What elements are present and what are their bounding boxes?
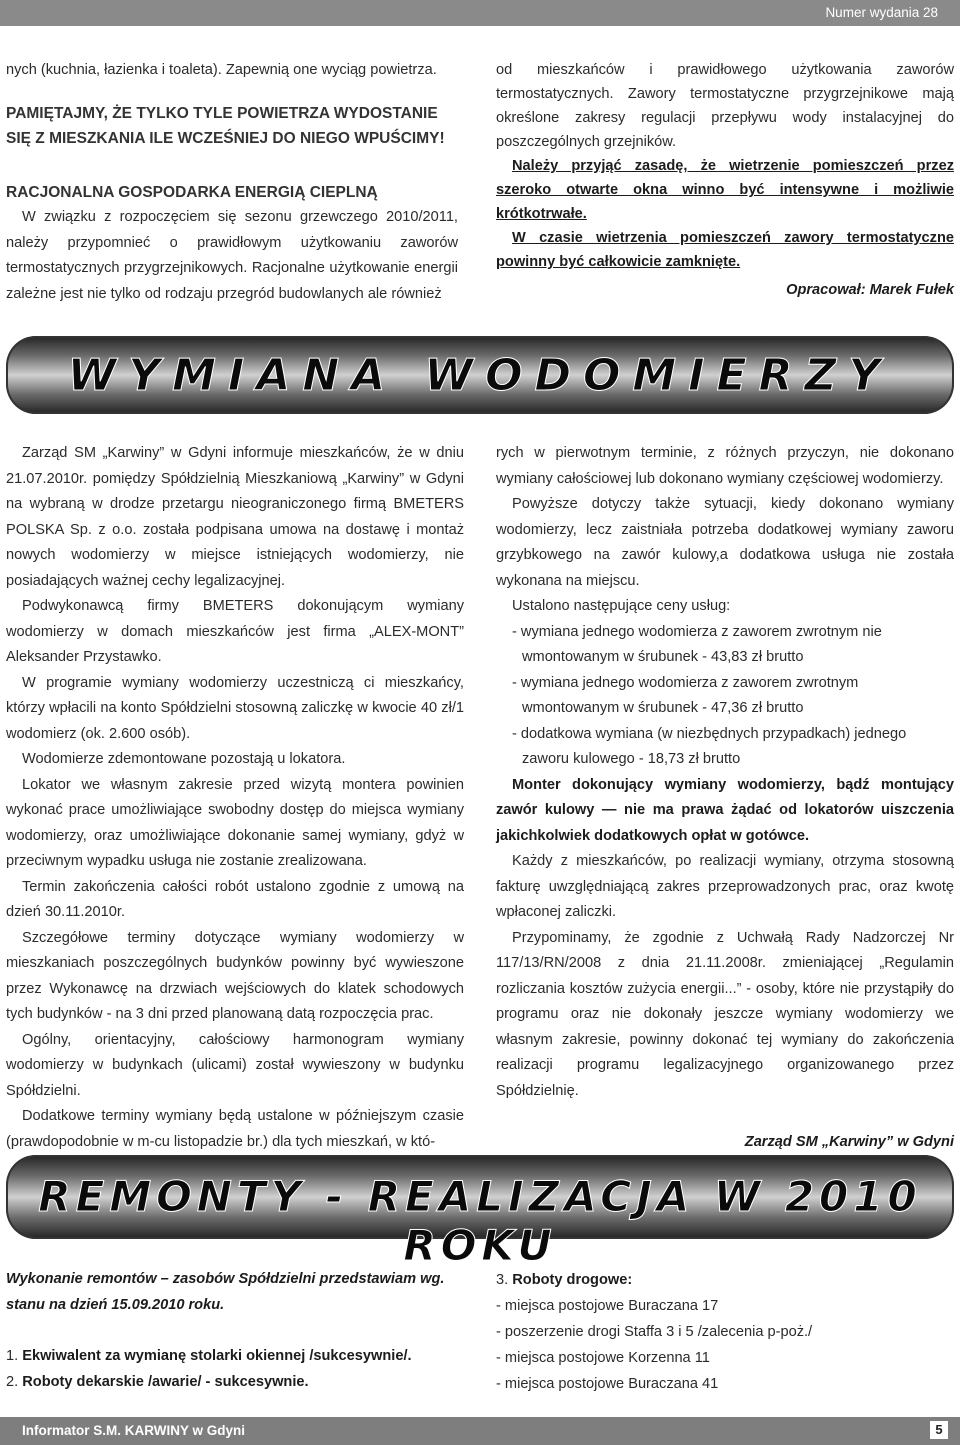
item-number: 2. xyxy=(6,1373,19,1390)
intro-paragraph: nych (kuchnia, łazienka i toaleta). Zapewnią one wyciąg powietrza. xyxy=(6,62,437,78)
no-cash-notice: Monter dokonujący wymiany wodomierzy, bądź montujący zawór kulowy — nie ma prawa żądać od lokatorów uiszczenia jakichkolwiek dodatkowych opłat w gotówce. xyxy=(496,776,954,844)
article-paragraph: Podwykonawcą firmy BMETERS dokonującym wymiany wodomierzy w domach mieszkańców jest firma „ALEX-MONT” Aleksander Przystawko. xyxy=(6,598,464,665)
section-heading: RACJONALNA GOSPODARKA ENERGIĄ CIEPLNĄ xyxy=(6,183,378,201)
item-label: Roboty dekarskie /awarie/ - sukcesywnie. xyxy=(22,1373,309,1390)
article-left-column xyxy=(6,441,464,1155)
board-signature: Zarząd SM „Karwiny” w Gdyni xyxy=(744,1134,954,1150)
banner-title: REMONTY - REALIZACJA W 2010 ROKU xyxy=(38,1172,922,1270)
item-label: Ekwiwalent za wymianę stolarki okiennej /sukcesywnie/. xyxy=(22,1348,412,1364)
article-paragraph: Przypominamy, że zgodnie z Uchwałą Rady Nadzorczej Nr 117/13/RN/2008 z dnia 21.11.2008r. zmieniającej „Regulamin rozliczania kosztów zużycia energii...” - osoby, które nie przystąpiły do programu oraz nie dokonały jeszcze wymiany wodomierzy we własnym zakresie, powinny dokonać tej wymiany do zakończenia realizacji programu legalizacyjnego organizowanego przez Spółdzielnię. xyxy=(496,929,954,1099)
article-paragraph: Powyższe dotyczy także sytuacji, kiedy dokonano wymiany wodomierzy, lecz zaistniała potrzeba dodatkowej wymiany zaworu grzybkowego na zawór kulowy,a dodatkowa usługa nie została wykonana na miejscu. xyxy=(496,496,954,589)
article-paragraph: Każdy z mieszkańców, po realizacji wymiany, otrzyma stosowną fakturę uwzględniającą zakres przeprowadzonych prac, oraz kwotę wpłaconej zaliczki. xyxy=(496,853,954,920)
article-paragraph: Lokator we własnym zakresie przed wizytą montera powinien wykonać prace umożliwiające swobodny dostęp do miejsca wymiany wodomierzy, oraz umożliwiające dokonanie samej wymiany, gdyż w przeciwnym wypadku usługa nie zostanie zrealizowana. xyxy=(6,776,464,869)
top-bar xyxy=(0,0,960,26)
author-signature: Opracował: Marek Fułek xyxy=(786,282,954,298)
valves-closed-rule: W czasie wietrzenia pomieszczeń zawory termostatyczne powinny być całkowicie zamknięte. xyxy=(496,230,954,270)
heating-paragraph: W związku z rozpoczęciem się sezonu grzewczego 2010/2011, należy przypomnieć o prawidłowym użytkowaniu zaworów termostatycznych przygrzejnikowych. Racjonalne użytkowanie energii zależne jest nie tylko od rodzaju przegród budowlanych ale również xyxy=(6,209,458,302)
issue-number: Numer wydania 28 xyxy=(825,5,938,20)
renovation-item-2 xyxy=(6,1370,476,1396)
article-right-column xyxy=(496,441,954,1156)
footer-title: Informator S.M. KARWINY w Gdyni xyxy=(22,1423,246,1438)
prices-heading: Ustalono następujące ceny usług: xyxy=(512,598,731,614)
item-number: 3. xyxy=(496,1272,509,1288)
renovations-right-column xyxy=(496,1267,954,1397)
roads-heading xyxy=(496,1267,954,1293)
article-paragraph: Zarząd SM „Karwiny” w Gdyni informuje mieszkańców, że w dniu 21.07.2010r. pomiędzy Spółdzielnią Mieszkaniową „Karwiny” w Gdyni na wybraną w drodze przetargu nieograniczonego firmą BMETERS POLSKA Sp. z o.o. została podpisana umowa na dostawę i montaż nowych wodomierzy w miejsce istniejących wodomierzy, nie posiadających ważnej cechy legalizacyjnej. xyxy=(6,445,464,589)
article-paragraph: rych w pierwotnym terminie, z różnych przyczyn, nie dokonano wymiany całościowej lub dokonano wymiany częściowej wodomierzy. xyxy=(496,445,954,487)
price-item: - wymiana jednego wodomierza z zaworem zwrotnym wmontowanym w śrubunek - 47,36 zł brutto xyxy=(512,674,859,716)
price-item: - dodatkowa wymiana (w niezbędnych przypadkach) jednego zaworu kulowego - 18,73 zł brutto xyxy=(512,725,907,767)
banner-title: WYMIANA WODOMIERZY xyxy=(67,350,893,401)
road-item: - miejsca postojowe Korzenna 11 xyxy=(496,1350,710,1366)
banner-water-meters xyxy=(6,336,954,414)
intro-left-column xyxy=(6,58,458,307)
page-number: 5 xyxy=(930,1421,948,1439)
airing-rule: Należy przyjąć zasadę, że wietrzenie pomieszczeń przez szeroko otwarte okna winno być intensywne i możliwie krótkotrwałe. xyxy=(496,158,954,222)
ventilation-warning: PAMIĘTAJMY, ŻE TYLKO TYLE POWIETRZA WYDOSTANIE SIĘ Z MIESZKANIA ILE WCZEŚNIEJ DO NIEGO WPUŚCIMY! xyxy=(6,104,445,147)
article-paragraph: Wodomierze zdemontowane pozostają u lokatora. xyxy=(22,751,346,767)
renovations-intro: Wykonanie remontów – zasobów Spółdzielni przedstawiam wg. stanu na dzień 15.09.2010 roku. xyxy=(6,1271,445,1313)
article-paragraph: W programie wymiany wodomierzy uczestniczą ci mieszkańcy, którzy wpłacili na konto Spółdzielni stosowną zaliczkę w kwocie 40 zł/1 wodomierz (ok. 2.600 osób). xyxy=(6,674,464,742)
road-item: - miejsca postojowe Buraczana 17 xyxy=(496,1298,719,1314)
renovations-left-column xyxy=(6,1267,476,1395)
intro-right-column xyxy=(496,58,954,302)
road-item: - miejsca postojowe Buraczana 41 xyxy=(496,1376,719,1392)
article-paragraph: Ogólny, orientacyjny, całościowy harmonogram wymiany wodomierzy w budynkach (ulicami) został wywieszony w budynku Spółdzielni. xyxy=(6,1031,464,1099)
price-item: - wymiana jednego wodomierza z zaworem zwrotnym nie wmontowanym w śrubunek - 43,83 zł brutto xyxy=(512,623,882,665)
article-paragraph: Termin zakończenia całości robót ustalono zgodnie z umową na dzień 30.11.2010r. xyxy=(6,878,464,920)
renovation-item-1 xyxy=(6,1344,476,1370)
item-label: Roboty drogowe: xyxy=(512,1272,633,1288)
article-paragraph: Dodatkowe terminy wymiany będą ustalone w późniejszym czasie (prawdopodobnie w m-cu listopadzie br.) dla tych mieszkań, w któ- xyxy=(6,1108,464,1150)
valves-paragraph: od mieszkańców i prawidłowego użytkowania zaworów termostatycznych. Zawory termostatyczne przygrzejnikowe mają określone zakresy regulacji przepływu wody instalacyjnej do poszczególnych grzejników. xyxy=(496,62,954,150)
road-item: - poszerzenie drogi Staffa 3 i 5 /zalecenia p-poż./ xyxy=(496,1324,813,1340)
banner-renovations xyxy=(6,1155,954,1270)
footer-bar xyxy=(0,1417,960,1445)
item-number: 1. xyxy=(6,1348,19,1364)
article-paragraph: Szczegółowe terminy dotyczące wymiany wodomierzy w mieszkaniach poszczególnych budynków powinny być wywieszone przez Wykonawcę na drzwiach wejściowych do klatek schodowych tych budynków - na 3 dni przed planowaną datą rozpoczęcia prac. xyxy=(6,929,464,1022)
